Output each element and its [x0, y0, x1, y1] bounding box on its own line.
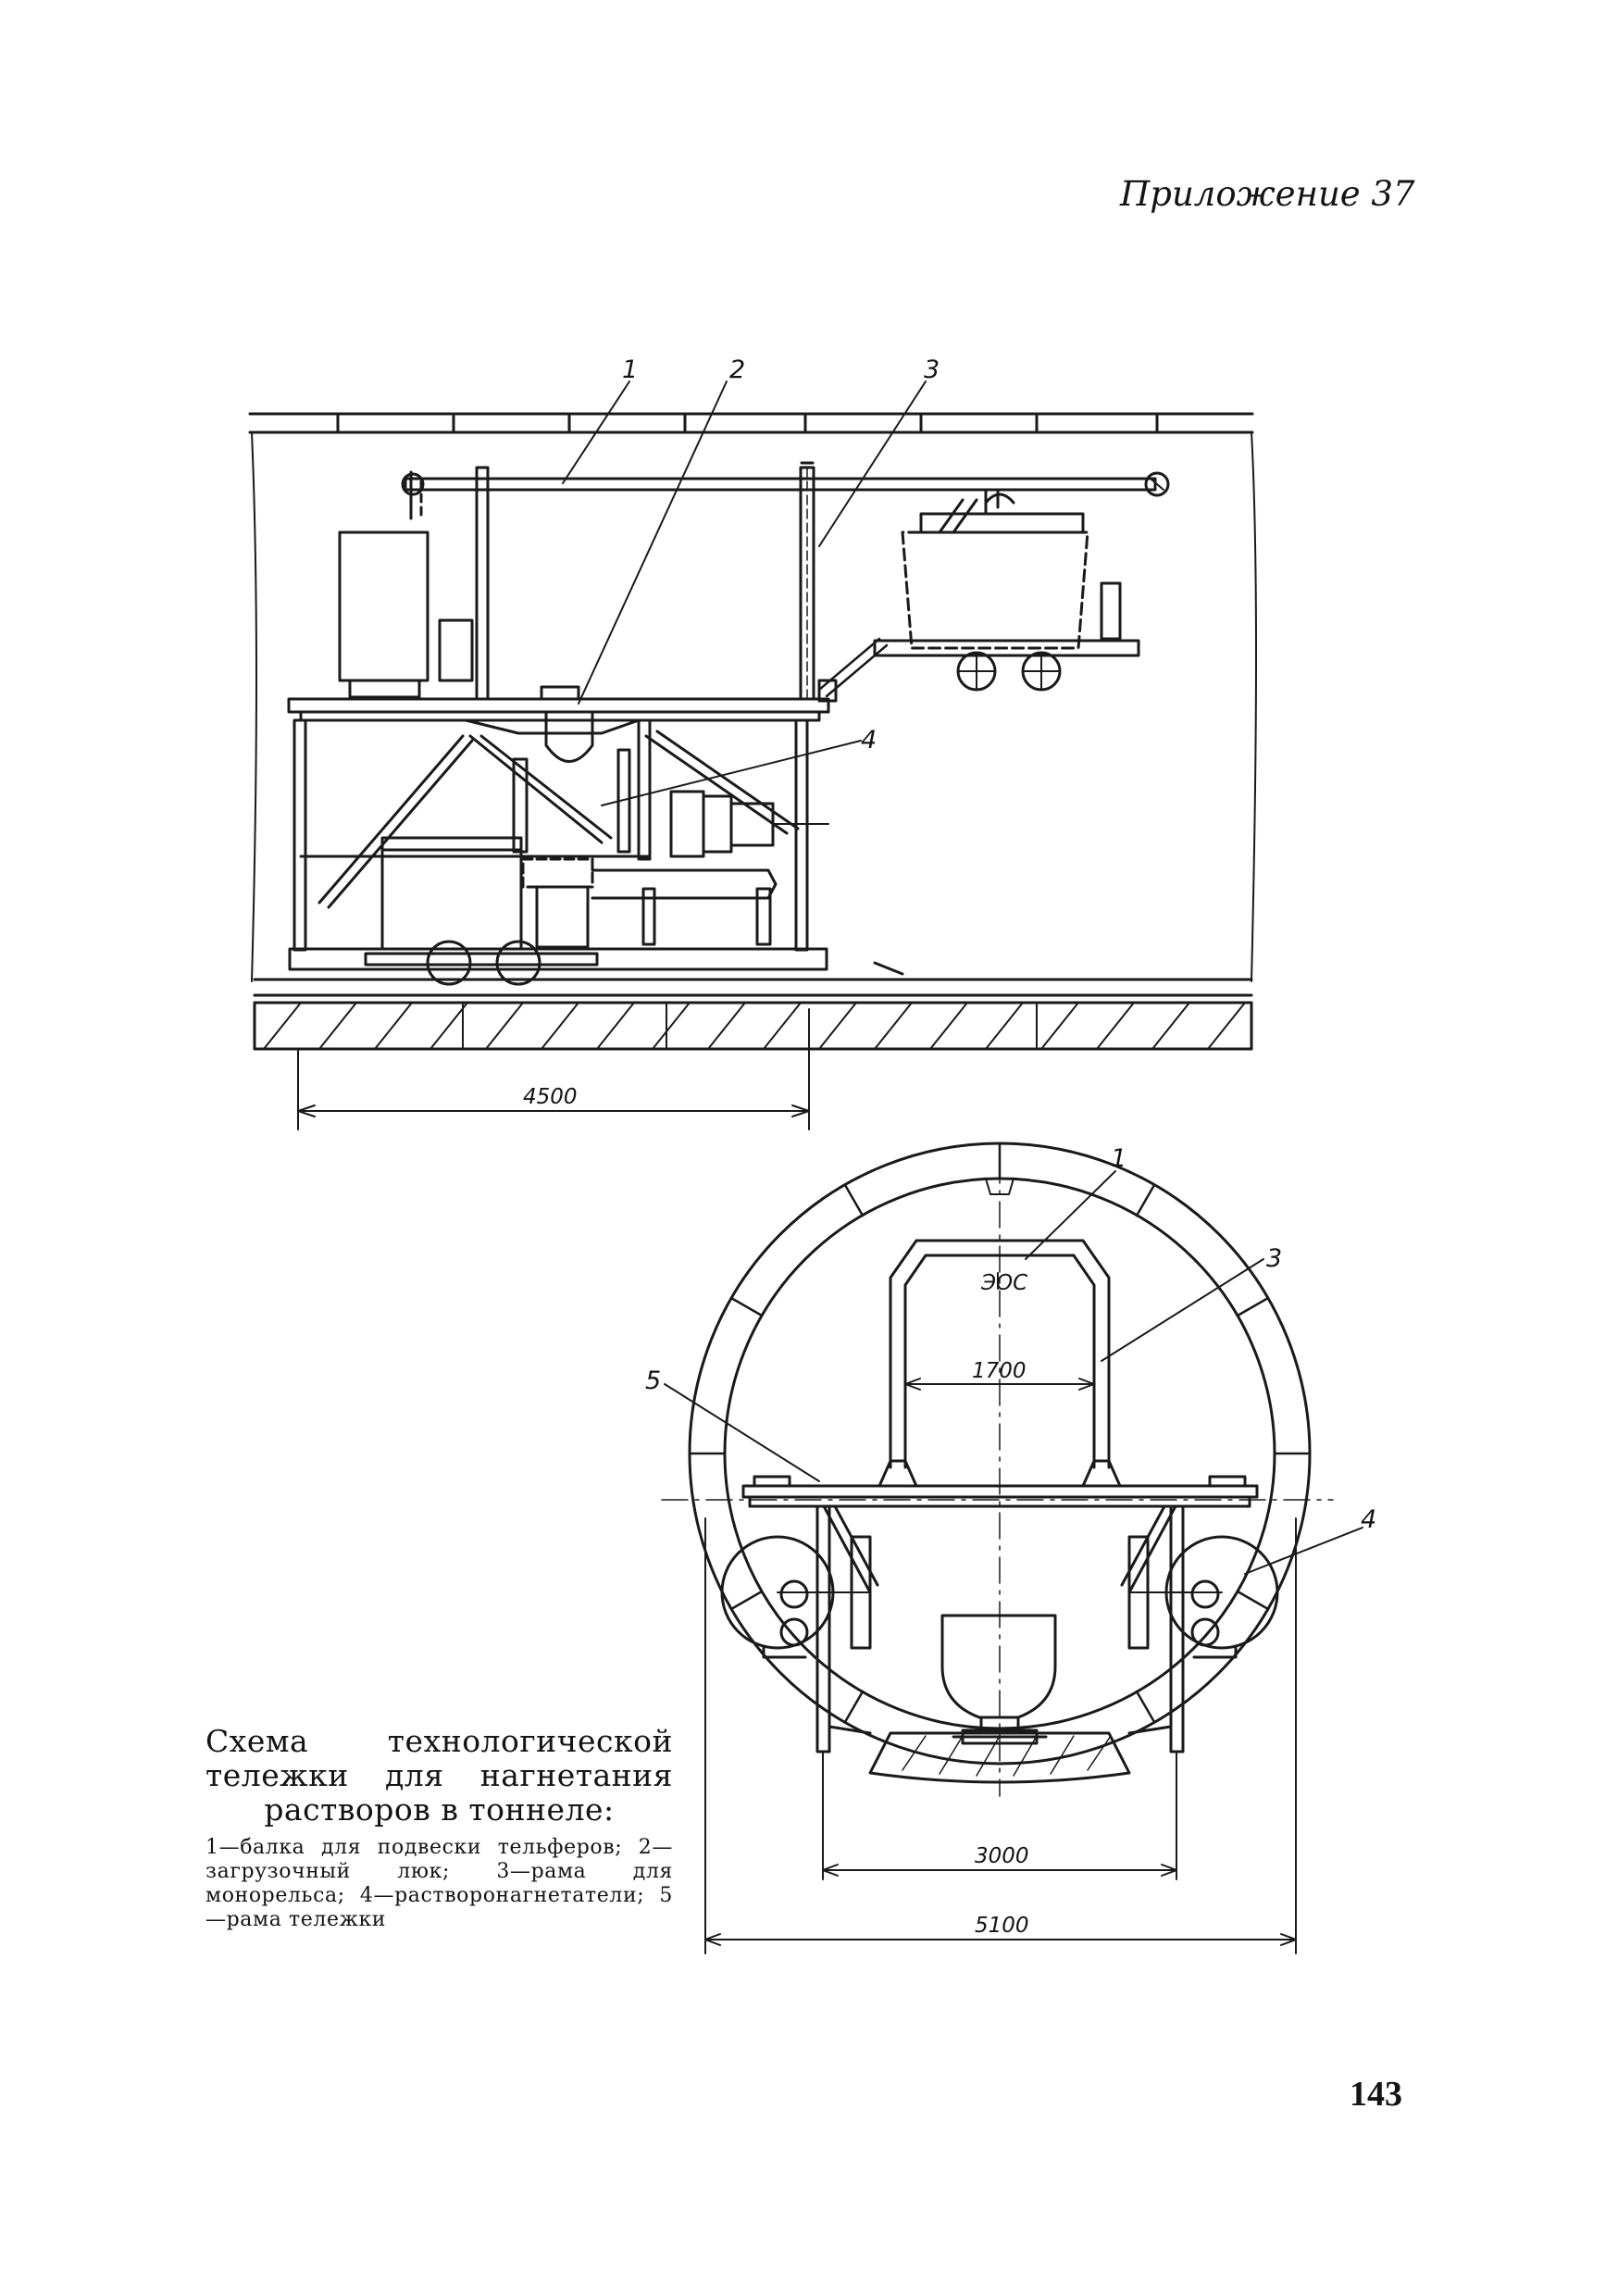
dimension-4500: [298, 1009, 809, 1129]
side-view: [250, 381, 1256, 1129]
dim-label-3000: 3000: [975, 1844, 1029, 1868]
appendix-heading: Приложение 37: [1120, 174, 1415, 214]
monorail-wagon: [875, 490, 1139, 690]
page-number: 143: [1350, 2075, 1402, 2114]
dim-label-1700: 1700: [972, 1359, 1027, 1383]
section-callout-5: 5: [645, 1366, 662, 1395]
caption-title: Схема технологической тележки для нагнетания растворов в тоннеле:: [205, 1723, 673, 1828]
trolley-platform: [289, 687, 828, 720]
callout-4: 4: [861, 726, 877, 755]
section-callout-3: 3: [1266, 1244, 1283, 1273]
cross-section: [662, 1143, 1363, 1953]
section-callout-1: 1: [1111, 1144, 1127, 1173]
figure-caption: [205, 1724, 673, 1932]
hopper-box: [340, 532, 428, 680]
caption-legend: 1—балка для подвески тельферов; 2—загрузочный люк; 3—рама для монорельса; 4—растворонагнетатели; 5—рама тележки: [205, 1836, 673, 1931]
section-callout-4: 4: [1361, 1505, 1377, 1534]
telpher-beam: [403, 472, 1168, 518]
tunnel-floor: [255, 980, 1251, 1049]
callout-1: 1: [622, 356, 639, 384]
monorail-marking: ЭОС: [981, 1271, 1028, 1295]
dim-label-5100: 5100: [975, 1914, 1029, 1938]
callout-3: 3: [924, 356, 940, 384]
callout-2: 2: [729, 356, 746, 384]
dim-label-4500: 4500: [523, 1085, 578, 1109]
